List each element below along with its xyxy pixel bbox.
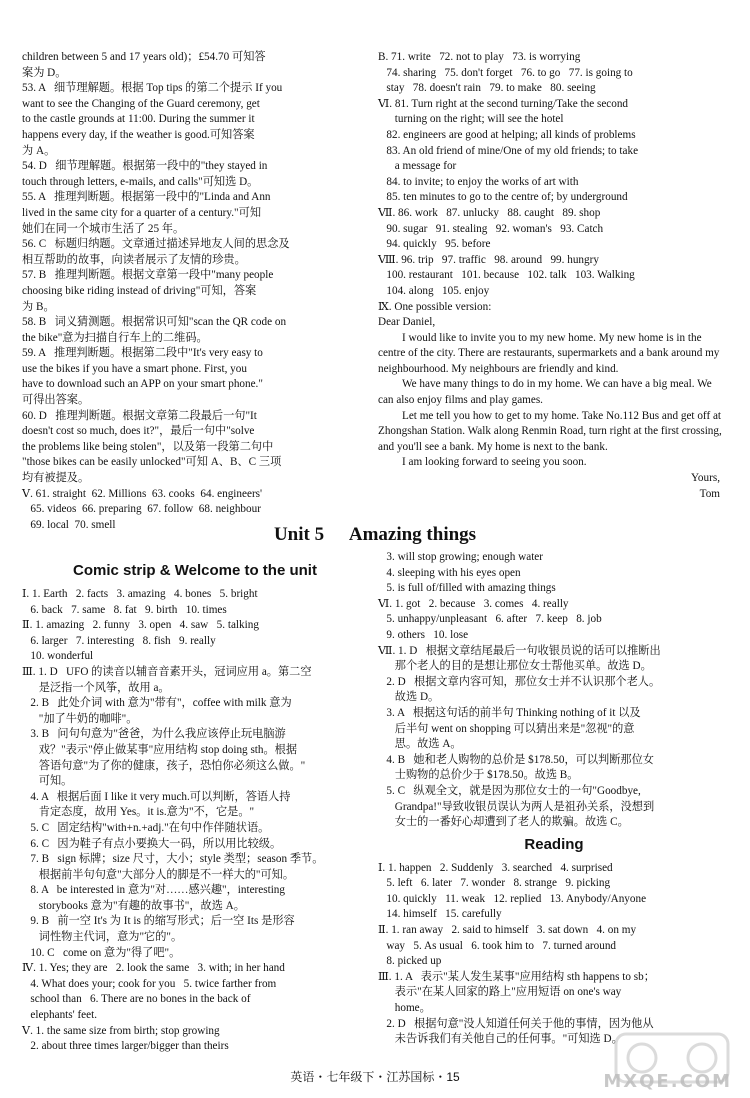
answer-line: 为 A。: [22, 144, 56, 157]
answer-line: 后半句 went on shopping 可以猜出来是"忽视"的意: [378, 722, 635, 735]
answer-line: Ⅶ. 1. D 根据文章结尾最后一句收银员说的话可以推断出: [378, 644, 661, 657]
answer-line: a message for: [378, 160, 457, 173]
answer-line: 可得出答案。: [22, 394, 90, 407]
answer-line: lived in the same city for a quarter of a century."可知: [22, 206, 262, 219]
left-column-top: [22, 50, 368, 533]
letter-greeting: Dear Daniel,: [378, 316, 436, 329]
right-column-bottom: [378, 550, 730, 1048]
answer-line: Ⅷ. 96. trip 97. traffic 98. around 99. hungry: [378, 253, 599, 266]
answer-line: 肯定态度，故用 Yes。it is.意为"不，它是。": [22, 806, 255, 819]
answer-line: Ⅱ. 1. amazing 2. funny 3. open 4. saw 5. talking: [22, 619, 259, 632]
answer-line: 均有被提及。: [22, 472, 90, 485]
answer-line: have to download such an APP on your smart phone.": [22, 378, 263, 391]
answer-line: 5. C 纵观全文，就是因为那位女士的一句"Goodbye,: [378, 784, 641, 797]
answer-line: 94. quickly 95. before: [378, 238, 491, 251]
answer-line: 10. C come on 意为"得了吧"。: [22, 946, 181, 959]
answer-line: 故选 D。: [378, 691, 440, 704]
answer-line: Ⅸ. One possible version:: [378, 300, 492, 313]
section-heading-reading: Reading: [524, 835, 584, 853]
answer-line: 82. engineers are good at helping; all kinds of problems: [378, 128, 636, 141]
answer-line: storybooks 意为"有趣的故事书"，故选 A。: [22, 899, 245, 912]
answer-line: 7. B sign 标牌；size 尺寸，大小；style 类型；season 季节。: [22, 853, 324, 866]
answer-line: the bike"意为扫描自行车上的二维码。: [22, 331, 208, 344]
answer-line: Ⅱ. 1. ran away 2. said to himself 3. sat down 4. on my: [378, 924, 637, 937]
unit-title: [0, 524, 750, 546]
letter-paragraph: We have many things to do in my home. We can have a big meal. We can also enjoy films and play games.: [378, 378, 715, 407]
answer-line: 未告诉我们有关他自己的任何事。"可知选 D。: [378, 1033, 623, 1046]
answer-line: 6. C 因为鞋子有点小要换大一码，所以用比较级。: [22, 837, 282, 850]
answer-line: 65. videos 66. preparing 67. follow 68. neighbour: [22, 503, 261, 516]
section-heading-comic: Comic strip & Welcome to the unit: [73, 562, 317, 579]
answer-line: children between 5 and 17 years old)；£54.70 可知答: [22, 51, 266, 63]
answer-line: 8. A be interested in 意为"对……感兴趣"，interesting: [22, 884, 285, 897]
answer-line: 74. sharing 75. don't forget 76. to go 77. is going to: [378, 66, 633, 79]
answer-list-left-bottom: [22, 587, 368, 1055]
answer-line: doesn't cost so much, does it?"，最后一句中"solve: [22, 425, 255, 438]
sample-letter: [378, 315, 730, 502]
answer-line: turning on the right; will see the hotel: [378, 113, 564, 126]
answer-line: Ⅲ. 1. A 表示"某人发生某事"应用结构 sth happens to sb；: [378, 970, 655, 983]
answer-list-reading: [378, 861, 730, 1048]
letter-paragraph: I am looking forward to seeing you soon.: [402, 456, 587, 469]
answer-line: 104. along 105. enjoy: [378, 284, 490, 297]
answer-line: happens every day, if the weather is good.可知答案: [22, 128, 255, 141]
answer-line: 56. C 标题归纳题。文章通过描述异地友人间的思念及: [22, 238, 290, 251]
answer-line: 4. A 根据后面 I like it very much.可以判断，答语人持: [22, 790, 291, 803]
answer-line: 思。故选 A。: [378, 738, 462, 751]
answer-line: Ⅶ. 86. work 87. unlucky 88. caught 89. shop: [378, 206, 601, 219]
answer-line: 8. picked up: [378, 955, 442, 968]
answer-line: 答语句意"为了你的健康，孩子，恐怕你必须这么做。": [22, 759, 306, 772]
answer-line: 5. unhappy/unpleasant 6. after 7. keep 8. job: [378, 613, 602, 626]
answer-line: 2. D 根据文章内容可知，那位女士并不认识那个老人。: [378, 675, 661, 688]
answer-line: Ⅴ. 1. the same size from birth; stop growing: [22, 1024, 220, 1037]
answer-line: 83. An old friend of mine/One of my old friends; to take: [378, 144, 639, 157]
answer-line: "those bikes can be easily unlocked"可知 A、B、C 三项: [22, 456, 282, 469]
answer-line: 60. D 推理判断题。根据文章第二段最后一句"It: [22, 409, 257, 422]
answer-line: elephants' feet.: [22, 1009, 98, 1022]
answer-line: 4. B 她和老人购物的总价是 $178.50，可以判断那位女: [378, 753, 654, 766]
answer-line: 57. B 推理判断题。根据文章第一段中"many people: [22, 269, 274, 282]
answer-line: 案为 D。: [22, 66, 67, 79]
answer-line: 54. D 细节理解题。根据第一段中的"they stayed in: [22, 160, 268, 173]
answer-line: 是泛指一个风筝，故用 a。: [22, 681, 170, 694]
answer-line: stay 78. doesn't rain 79. to make 80. seeing: [378, 82, 596, 95]
answer-line: 10. quickly 11. weak 12. replied 13. Anybody/Anyone: [378, 892, 647, 905]
answer-line: 那个老人的目的是想让那位女士帮他买单。故选 D。: [378, 660, 652, 673]
answer-line: "加了牛奶的咖啡"。: [22, 712, 138, 725]
answer-line: 85. ten minutes to go to the centre of; by underground: [378, 191, 628, 204]
answer-line: 9. others 10. lose: [378, 628, 469, 641]
answer-line: 53. A 细节理解题。根据 Top tips 的第二个提示 If you: [22, 82, 283, 95]
answer-line: 6. back 7. same 8. fat 9. birth 10. times: [22, 603, 227, 616]
answer-list-right-top: [378, 50, 730, 315]
answer-line: Grandpa!"导致收银员误认为两人是祖孙关系，没想到: [378, 800, 655, 813]
answer-line: way 5. As usual 6. took him to 7. turned around: [378, 939, 617, 952]
answer-line: 55. A 推理判断题。根据第一段中的"Linda and Ann: [22, 191, 271, 204]
answer-line: 3. will stop growing; enough water: [378, 551, 543, 563]
answer-line: want to see the Changing of the Guard ceremony, get: [22, 97, 260, 110]
answer-line: B. 71. write 72. not to play 73. is worrying: [378, 51, 581, 63]
letter-signature: Tom: [699, 487, 720, 500]
answer-line: 14. himself 15. carefully: [378, 908, 502, 921]
answer-line: touch through letters, e-mails, and calls"可知选 D。: [22, 175, 259, 188]
answer-line: 女士的一番好心却遭到了老人的欺骗。故选 C。: [378, 816, 629, 829]
answer-line: Ⅵ. 81. Turn right at the second turning/Take the second: [378, 97, 629, 110]
unit-number: Unit 5: [273, 524, 325, 545]
page-footer: 英语・七年级下・江苏国标・15: [290, 1070, 460, 1084]
answer-line: 5. C 固定结构"with+n.+adj."在句中作伴随状语。: [22, 821, 270, 834]
unit-name: Amazing things: [348, 524, 477, 545]
answer-line: 相互帮助的故事，向读者展示了友情的珍贵。: [22, 253, 246, 266]
answer-line: 她们在同一个城市生活了 25 年。: [22, 222, 185, 235]
answer-list-right-bottom: [378, 550, 730, 831]
answer-line: home。: [378, 1002, 431, 1015]
answer-line: Ⅴ. 61. straight 62. Millions 63. cooks 64. engineers': [22, 487, 263, 500]
answer-line: 9. B 前一空 It's 为 It is 的缩写形式；后一空 Its 是形容: [22, 915, 295, 928]
watermark-text: MXQE.COM: [603, 1071, 732, 1092]
answer-line: 58. B 词义猜测题。根据常识可知"scan the QR code on: [22, 316, 287, 329]
letter-paragraph: I would like to invite you to my new home. My new home is in the centre of the city. There are restaurants, supermarkets and a bank around my neighbourhood. My neighbours are friendly and kind.: [378, 331, 723, 375]
answer-line: 4. What does your; cook for you 5. twice farther from: [22, 977, 277, 990]
answer-line: 5. left 6. later 7. wonder 8. strange 9. picking: [378, 877, 611, 890]
answer-line: 为 B。: [22, 300, 55, 313]
answer-line: 84. to invite; to enjoy the works of art with: [378, 175, 579, 188]
answer-line: 90. sugar 91. stealing 92. woman's 93. Catch: [378, 222, 604, 235]
answer-line: use the bikes if you have a smart phone. First, you: [22, 362, 247, 375]
answer-line: to the castle grounds at 11:00. During the summer it: [22, 113, 255, 126]
answer-line: 2. B 此处介词 with 意为"带有"，coffee with milk 意为: [22, 697, 292, 710]
answer-line: 戏？"表示"停止做某事"应用结构 stop doing sth。根据: [22, 743, 298, 756]
answer-line: 4. sleeping with his eyes open: [378, 566, 521, 579]
letter-closing: Yours,: [690, 472, 720, 485]
answer-line: school than 6. There are no bones in the back of: [22, 993, 251, 1006]
answer-line: 2. D 根据句意"没人知道任何关于他的事情，因为他从: [378, 1017, 654, 1030]
answer-line: Ⅵ. 1. got 2. because 3. comes 4. really: [378, 597, 569, 610]
answer-line: 3. B 问句句意为"爸爸，为什么我应该停止玩电脑游: [22, 728, 286, 741]
answer-line: 2. about three times larger/bigger than theirs: [22, 1040, 229, 1053]
answer-line: 100. restaurant 101. because 102. talk 103. Walking: [378, 269, 635, 282]
answer-line: 根据前半句句意"大部分人的脚是不一样大的"可知。: [22, 868, 295, 881]
letter-paragraph: Let me tell you how to get to my home. Take No.112 Bus and get off at Zhongshan Station. Walk along Renmin Road, turn right at the first crossing, and you'll see a bank. My home is next to the bank.: [378, 409, 725, 453]
answer-line: 可知。: [22, 775, 73, 788]
answer-line: Ⅲ. 1. D UFO 的读音以辅音音素开头，冠词应用 a。第二空: [22, 665, 312, 678]
answer-line: 6. larger 7. interesting 8. fish 9. really: [22, 634, 216, 647]
right-column-top: [378, 50, 730, 502]
answer-line: Ⅳ. 1. Yes; they are 2. look the same 3. with; in her hand: [22, 962, 285, 975]
answer-line: 表示"在某人回家的路上"应用短语 on one's way: [378, 986, 622, 999]
answer-line: choosing bike riding instead of driving"可知，答案: [22, 284, 257, 297]
answer-line: 59. A 推理判断题。根据第二段中"It's very easy to: [22, 347, 263, 360]
answer-line: 10. wonderful: [22, 650, 94, 663]
answer-line: Ⅰ. 1. happen 2. Suddenly 3. searched 4. surprised: [378, 861, 613, 874]
answer-line: 3. A 根据这句话的前半句 Thinking nothing of it 以及: [378, 706, 641, 719]
left-column-bottom: [22, 557, 368, 1055]
answer-line: 士购物的总价少于 $178.50。故选 B。: [378, 769, 579, 782]
answer-line: the problems like being stolen"，以及第一段第二句中: [22, 440, 274, 453]
answer-line: 词性物主代词，意为"它的"。: [22, 931, 183, 944]
answer-line: 69. local 70. smell: [22, 518, 116, 531]
answer-line: 5. is full of/filled with amazing things: [378, 582, 556, 595]
answer-line: Ⅰ. 1. Earth 2. facts 3. amazing 4. bones 5. bright: [22, 588, 258, 600]
